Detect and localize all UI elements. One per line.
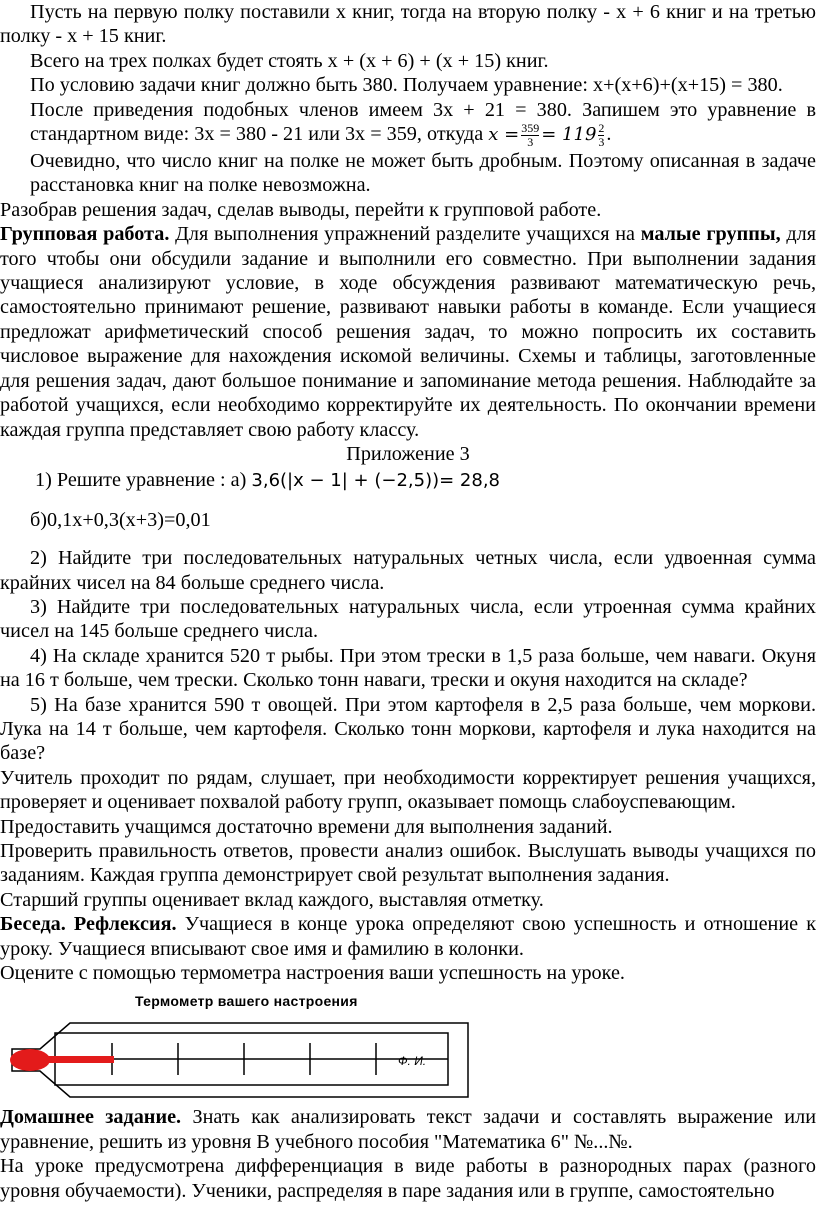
fraction-2-3 — [598, 122, 604, 149]
group-work-text-2: для того чтобы они обсудили задание и выполнили его совместно. При выполнении задания учащиеся анализируют условие, в ходе обсуждения развивают математическую речь, самостоятельно принимают решение, развивают навыки работы в команде. Если учащиеся предложат арифметический способ решения задач, то можно попросить их составить числовое выражение для нахождения искомой величины. Схемы и таблицы, заготовленные для решения задач, дают большое понимание и запоминание метода решения. Наблюдайте за работой учащихся, если необходимо корректируйте их деятельность. По окончании времени каждая группа представляет свою работу классу. — [0, 223, 816, 441]
paragraph-thermometer-instruction: Оцените с помощью термометра настроения ваши успешность на уроке. — [0, 962, 625, 985]
paragraph-homework — [0, 1105, 816, 1154]
group-work-heading: Групповая работа. — [0, 223, 170, 246]
paragraph-conclusion: Очевидно, что число книг на полке не может быть дробным. Поэтому описанная в задаче расстановка книг на полке невозможна. — [30, 150, 816, 197]
paragraph-equation: По условию задачи книг должно быть 380. Получаем уравнение: х+(х+6)+(х+15) = 380. — [30, 74, 783, 97]
reflection-heading: Беседа. Рефлексия. — [0, 913, 177, 936]
homework-heading: Домашнее задание. — [0, 1106, 182, 1129]
fraction-numerator: 359 — [521, 121, 540, 136]
task-5: 5) На базе хранится 590 т овощей. При этом картофеля в 2,5 раза больше, чем моркови. Лука на 14 т больше, чем картофеля. Сколько тонн моркови, картофеля и лука находится на базе? — [0, 693, 816, 765]
paragraph-leader: Старший группы оценивает вклад каждого, выставляя отметку. — [0, 888, 544, 911]
group-work-bold: малые группы, — [640, 223, 781, 246]
appendix-label: Приложение 3 — [346, 442, 470, 465]
task-4: 4) На складе хранится 520 т рыбы. При этом трески в 1,5 раза больше, чем наваги. Окуня на 16 т больше, чем трески. Сколько тонн наваги, трески и окуня находится на складе? — [0, 644, 816, 692]
reflection-text: Учащиеся в конце урока определяют свою успешность и отношение к уроку. Учащиеся вписывают свое имя и фамилию в колонки. — [0, 913, 816, 960]
paragraph-books-setup: Пусть на первую полку поставили х книг, тогда на вторую полку - х + 6 книг и на третью полку - х + 15 книг. — [0, 1, 816, 48]
fraction-359-3 — [521, 122, 539, 149]
paragraph-solution — [0, 98, 816, 149]
paragraph-transition: Разобрав решения задач, сделав выводы, перейти к групповой работе. — [0, 198, 602, 221]
task-1a-equation: 3,6(|x − 1| + (−2,5))= 28,8 — [251, 470, 500, 492]
paragraph-teacher: Учитель проходит по рядам, слушает, при необходимости корректирует решения учащихся, проверяет и оценивает похвалой работу групп, оказывает помощь слабоуспевающим. — [0, 766, 816, 814]
task-1b: б)0,1х+0,3(х+3)=0,01 — [30, 508, 211, 531]
thermometer-fio-label: Ф. И. — [398, 1054, 427, 1069]
paragraph-differentiation: На уроке предусмотрена дифференциация в виде работы в разнородных парах (разного уровня обучаемости). Ученики, распределяя в паре задания или в группе, самостоятельно — [0, 1155, 816, 1202]
solution-equals: = 119 — [541, 124, 597, 146]
group-work-text-1: Для выполнения упражнений разделите учащихся на — [169, 223, 641, 246]
mixed-numerator: 2 — [598, 121, 605, 136]
task-2: 2) Найдите три последовательных натуральных четных числа, если удвоенная сумма крайних чисел на 84 больше среднего числа. — [0, 547, 816, 594]
solution-x: x = — [488, 124, 520, 146]
solution-period: . — [606, 123, 612, 146]
homework-text: Знать как анализировать текст задачи и составлять выражение или уравнение, решить из уровня В учебного пособия "Математика 6" №...№. — [0, 1106, 816, 1153]
solution-text: После приведения подобных членов имеем 3х + 21 = 380. Запишем это уравнение в стандартном виде: 3х = 380 - 21 или 3х = 359, откуда — [30, 98, 816, 146]
mixed-denominator: 3 — [598, 135, 605, 150]
paragraph-total-books: Всего на трех полках будет стоять х + (х + 6) + (х + 15) книг. — [30, 49, 549, 72]
task-1a — [0, 468, 816, 493]
fraction-denominator: 3 — [527, 135, 534, 150]
paragraph-check: Проверить правильность ответов, провести анализ ошибок. Выслушать выводы учащихся по заданиям. Каждая группа демонстрирует свой результат выполнения задания. — [0, 840, 816, 887]
task-1a-label: 1) Решите уравнение : а) — [35, 469, 252, 492]
task-3: 3) Найдите три последовательных натуральных числа, если утроенная сумма крайних чисел на 145 больше среднего числа. — [0, 595, 816, 643]
thermometer-title: Термометр вашего настроения — [135, 993, 358, 1010]
paragraph-group-work — [0, 222, 816, 442]
thermometer-red-fill — [44, 1056, 114, 1063]
thermometer-graphic — [0, 1005, 816, 1105]
paragraph-time: Предоставить учащимся достаточно времени для выполнения заданий. — [0, 815, 613, 838]
mood-thermometer — [0, 985, 816, 1105]
paragraph-reflection — [0, 912, 816, 961]
